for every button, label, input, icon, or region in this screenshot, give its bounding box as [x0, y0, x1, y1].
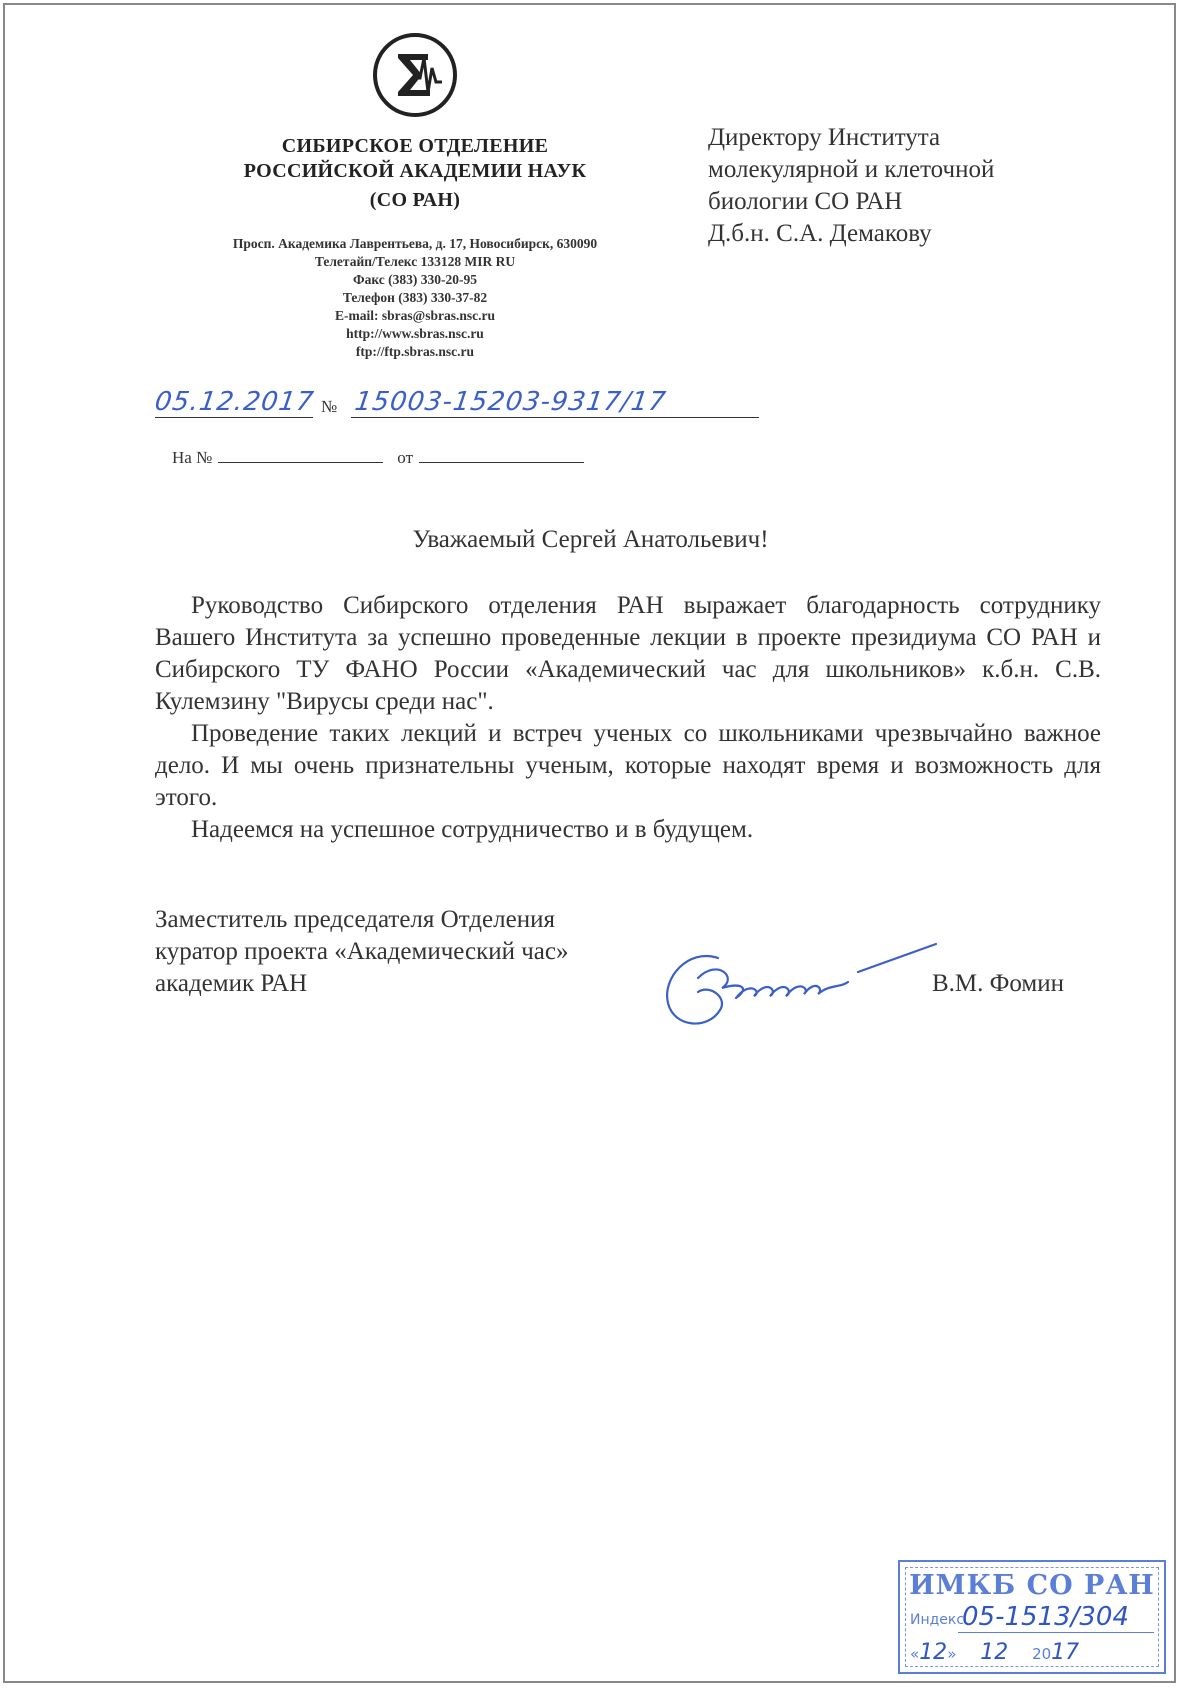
letterhead — [190, 30, 640, 361]
signer-position-line-2: куратор проекта «Академический час» — [155, 938, 569, 965]
letter-body — [155, 590, 1101, 846]
outgoing-number: 15003-15203-9317/17 — [352, 387, 669, 417]
stamp-month: 12 — [980, 1640, 1009, 1665]
signer-block — [155, 904, 569, 1000]
body-paragraph-3: Надеемся на успешное сотрудничество и в будущем. — [191, 816, 754, 843]
telex: Телетайп/Телекс 133128 MIR RU — [314, 254, 516, 269]
incoming-registration-stamp — [898, 1560, 1166, 1674]
email: E-mail: sbras@sbras.nsc.ru — [335, 308, 495, 323]
reply-date-blank — [419, 448, 584, 463]
signer-name: В.М. Фомин — [932, 970, 1065, 997]
number-label: № — [321, 397, 338, 416]
website: http://www.sbras.nsc.ru — [346, 326, 484, 341]
sb-ras-logo — [370, 30, 460, 120]
stamp-title: ИМКБ СО РАН — [909, 1570, 1155, 1601]
org-name-line-2: РОССИЙСКОЙ АКАДЕМИИ НАУК — [243, 160, 587, 182]
signer-position-line-1: Заместитель председателя Отделения — [155, 906, 555, 933]
org-name-line-1: СИБИРСКОЕ ОТДЕЛЕНИЕ — [281, 135, 549, 157]
address: Просп. Академика Лаврентьева, д. 17, Новосибирск, 630090 — [232, 236, 598, 251]
number-underline — [351, 417, 759, 418]
phone: Телефон (383) 330-37-82 — [342, 290, 488, 305]
outgoing-registration — [152, 387, 715, 437]
body-paragraph-1: Руководство Сибирского отделения РАН выражает благодарность сотруднику Вашего Института за успешно проведенные лекции в проекте президиума СО РАН и Сибирского ТУ ФАНО России «Академический час для школьников» к.б.н. С.В. Кулемзину "Вирусы среди нас". — [155, 592, 1101, 715]
outgoing-date: 05.12.2017 — [152, 387, 316, 417]
reply-number-label: На № — [172, 448, 213, 467]
stamp-index-value: 05-1513/304 — [962, 1602, 1130, 1632]
contacts — [190, 235, 640, 361]
stamp-index-label: Индекс — [910, 1612, 965, 1628]
stamp-date: «12» 12 2017 — [910, 1640, 1080, 1665]
salutation: Уважаемый Сергей Анатольевич! — [412, 526, 769, 553]
reply-number-blank — [218, 448, 383, 463]
reply-reference — [172, 448, 598, 468]
addressee-line-2: молекулярной и клеточной — [708, 156, 995, 183]
reply-date-label: от — [397, 448, 414, 467]
body-paragraph-2: Проведение таких лекций и встреч ученых со школьниками чрезвычайно важное дело. И мы очень признательны ученым, которые находят время и возможность для этого. — [155, 720, 1101, 811]
date-underline — [155, 417, 313, 418]
ftp: ftp://ftp.sbras.nsc.ru — [355, 344, 475, 359]
signer-position-line-3: академик РАН — [155, 970, 308, 997]
org-name-line-3: (СО РАН) — [369, 189, 461, 211]
handwritten-signature — [658, 918, 938, 1038]
addressee-line-1: Директору Института — [708, 124, 941, 151]
addressee-line-4: Д.б.н. С.А. Демакову — [708, 220, 932, 247]
addressee — [708, 122, 994, 250]
stamp-day: 12 — [919, 1640, 948, 1665]
stamp-year-prefix: 20 — [1032, 1645, 1052, 1663]
fax: Факс (383) 330-20-95 — [352, 272, 477, 287]
addressee-line-3: биологии СО РАН — [708, 188, 903, 215]
stamp-year-suffix: 17 — [1051, 1640, 1080, 1665]
stamp-index-line — [958, 1632, 1154, 1633]
